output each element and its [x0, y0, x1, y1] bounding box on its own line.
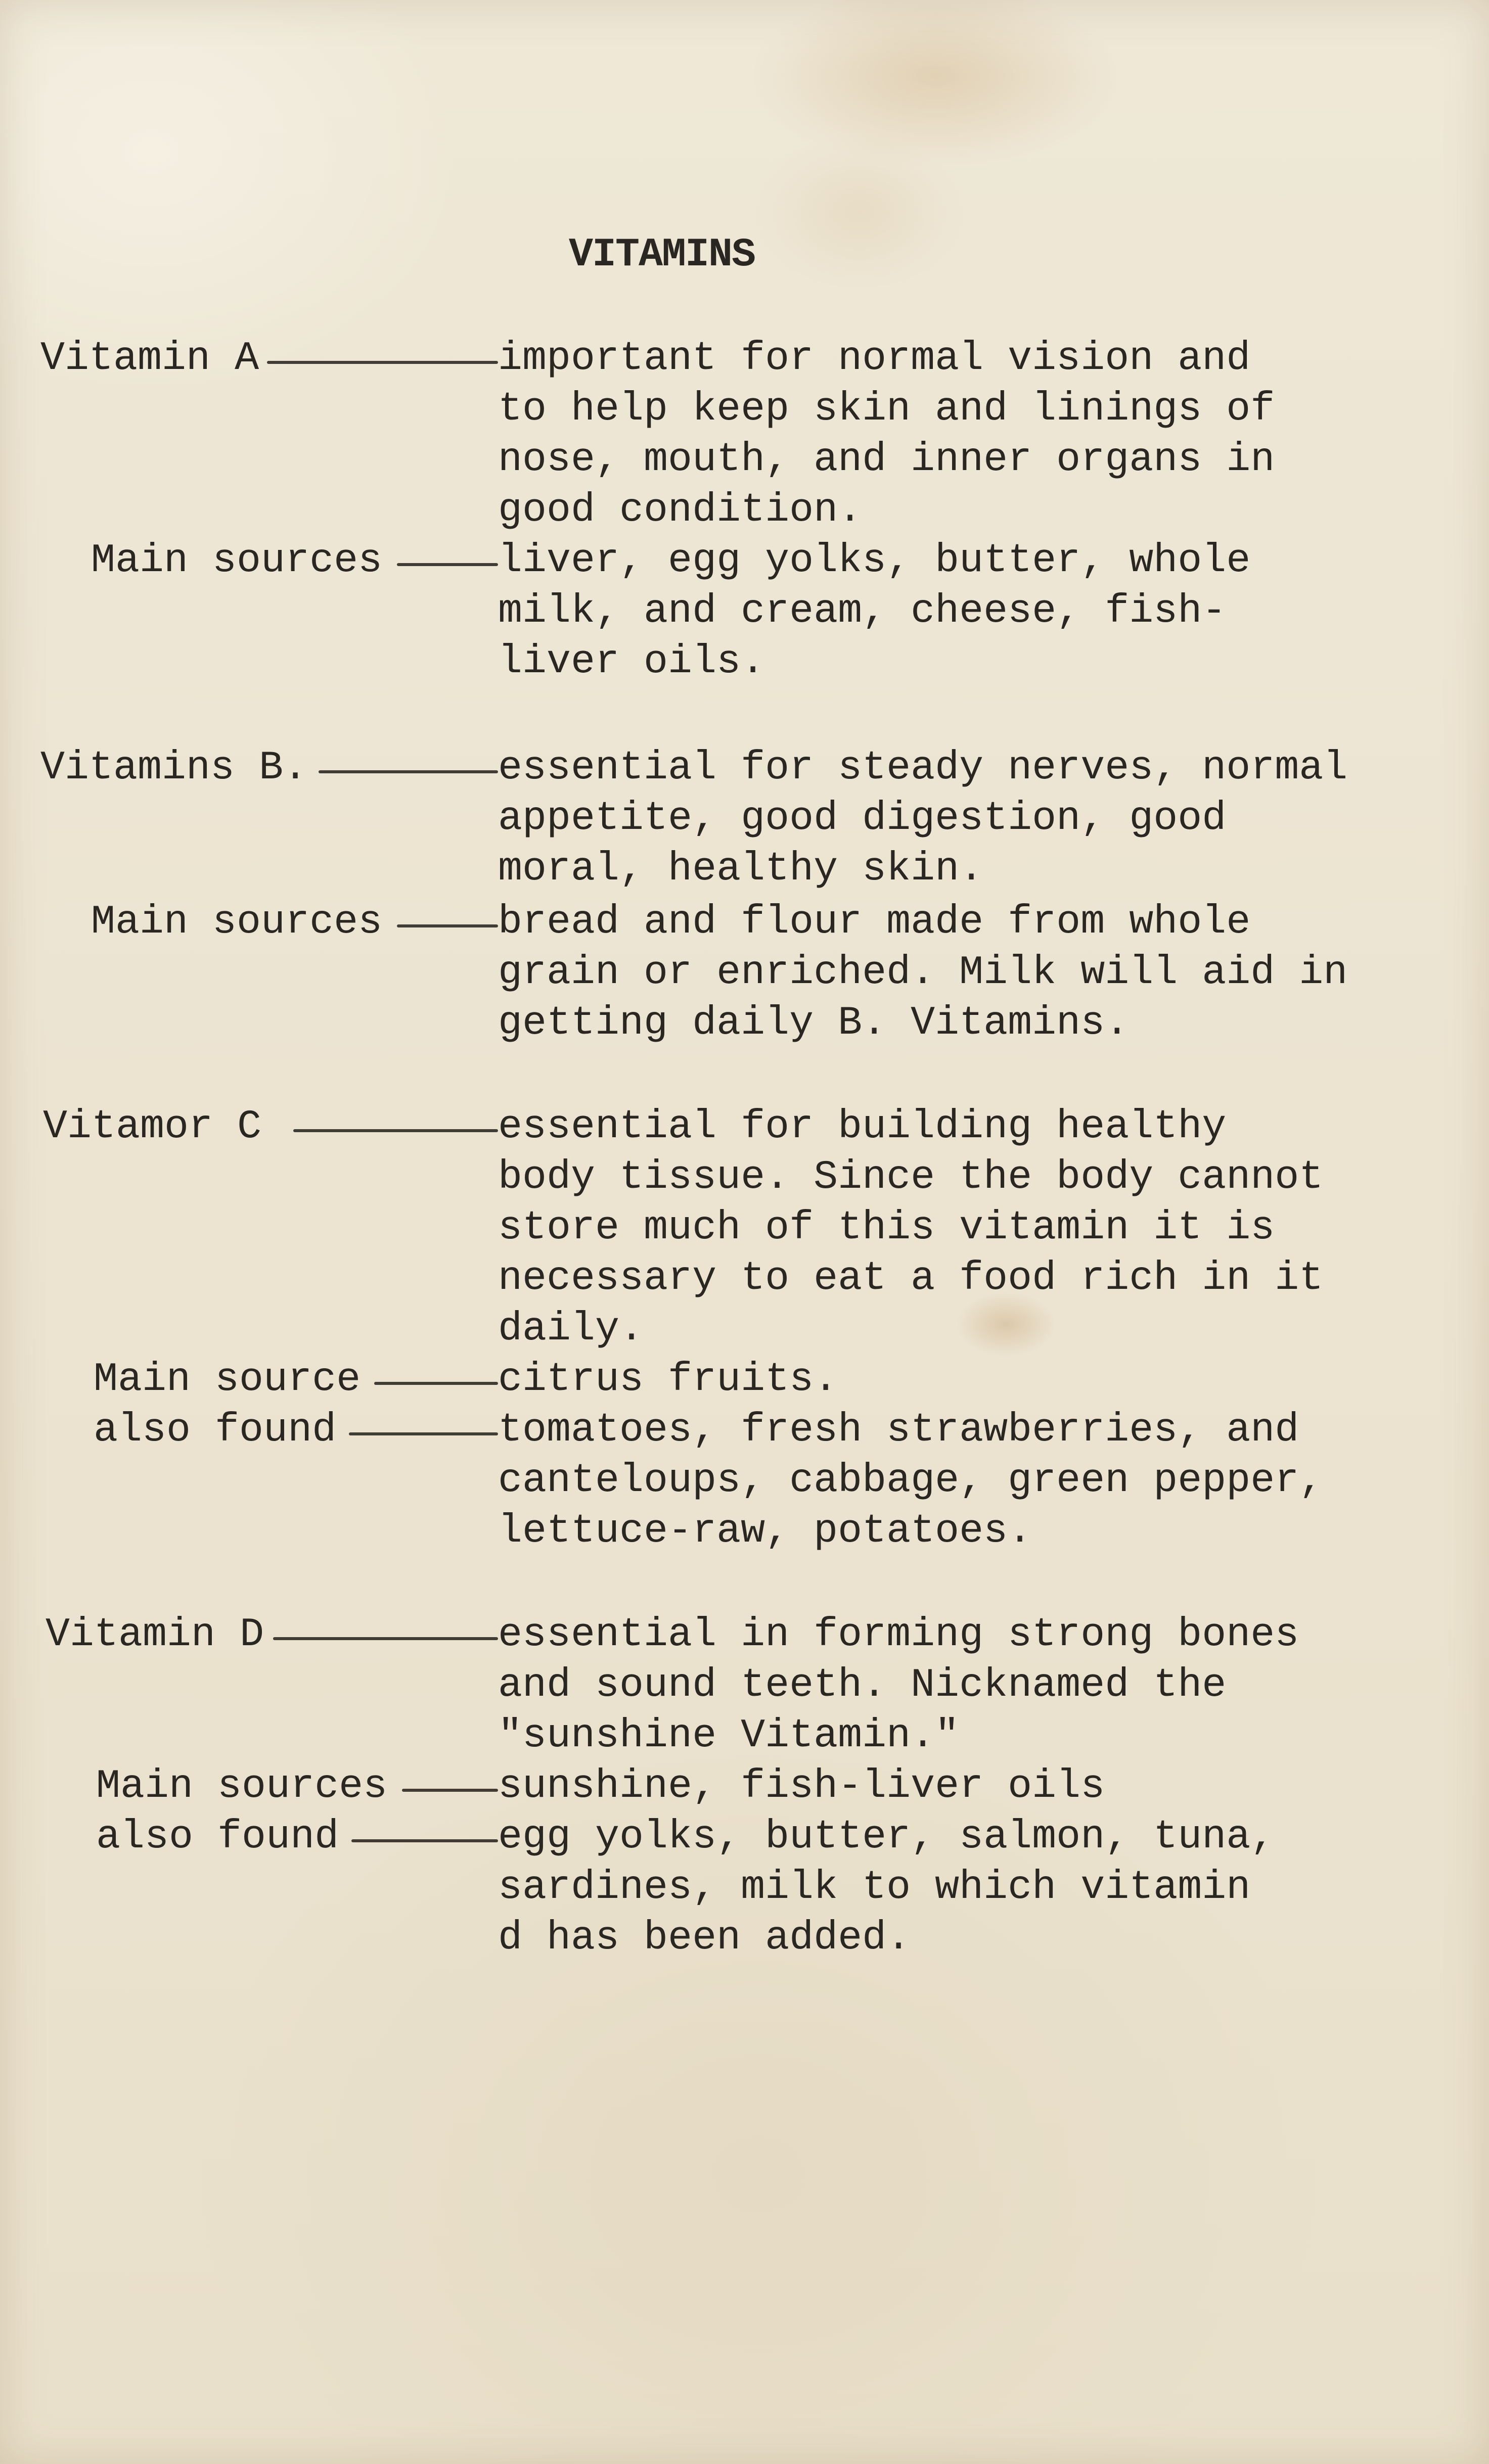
vitamins-b-heading: Vitamins B.	[40, 745, 308, 791]
vitamin-c-dash-leader	[293, 1129, 498, 1132]
vitamin-a-sources-dash-leader	[397, 563, 498, 566]
description-line: essential for steady nerves, normal	[498, 745, 1348, 791]
vitamins-b-dash-leader	[319, 770, 498, 773]
sources-line: milk, and cream, cheese, fish-	[498, 588, 1227, 634]
vitamin-c-also-found	[498, 1405, 1323, 1557]
vitamin-d-also-label: also found	[96, 1814, 339, 1860]
vitamins-b-description	[498, 743, 1347, 895]
description-line: and sound teeth. Nicknamed the	[498, 1662, 1227, 1708]
vitamin-d-sources	[498, 1761, 1105, 1812]
also-found-line: d has been added.	[498, 1915, 911, 1961]
vitamin-a-description	[498, 334, 1275, 536]
description-line: appetite, good digestion, good	[498, 796, 1227, 842]
sources-line: getting daily B. Vitamins.	[498, 1000, 1130, 1046]
sources-line: bread and flour made from whole	[498, 899, 1251, 945]
description-line: important for normal vision and	[498, 336, 1251, 382]
page-title: VITAMINS	[569, 232, 755, 278]
description-line: essential for building healthy	[498, 1104, 1227, 1150]
vitamin-d-sources-dash-leader	[402, 1789, 498, 1792]
vitamin-a-heading: Vitamin A	[40, 336, 259, 382]
vitamin-c-sources-label: Main source	[94, 1357, 361, 1403]
sources-line: grain or enriched. Milk will aid in	[498, 950, 1348, 996]
description-line: good condition.	[498, 487, 863, 533]
vitamin-c-also-label: also found	[94, 1407, 337, 1453]
also-found-line: tomatoes, fresh strawberries, and	[498, 1407, 1299, 1453]
also-found-line: canteloups, cabbage, green pepper,	[498, 1458, 1324, 1504]
vitamin-c-heading: Vitamor C	[43, 1104, 262, 1150]
description-line: essential in forming strong bones	[498, 1612, 1299, 1658]
also-found-line: sardines, milk to which vitamin	[498, 1865, 1251, 1911]
also-found-line: lettuce-raw, potatoes.	[498, 1508, 1032, 1554]
vitamin-a-sources-label: Main sources	[91, 538, 383, 584]
vitamin-c-description	[498, 1102, 1323, 1355]
description-line: necessary to eat a food rich in it	[498, 1256, 1324, 1301]
vitamins-b-sources	[498, 897, 1347, 1049]
vitamin-c-sources-dash-leader	[374, 1382, 498, 1385]
description-line: moral, healthy skin.	[498, 846, 984, 892]
vitamin-c-sources	[498, 1355, 838, 1405]
sources-line: sunshine, fish-liver oils	[498, 1763, 1105, 1809]
sources-line: liver oils.	[498, 639, 765, 685]
description-line: to help keep skin and linings of	[498, 386, 1275, 432]
vitamin-d-also-found	[498, 1812, 1275, 1964]
description-line: body tissue. Since the body cannot	[498, 1154, 1324, 1200]
vitamin-d-description	[498, 1610, 1299, 1761]
vitamin-d-sources-label: Main sources	[96, 1763, 388, 1809]
description-line: nose, mouth, and inner organs in	[498, 437, 1275, 483]
vitamin-a-dash-leader	[267, 361, 498, 364]
description-line: store much of this vitamin it is	[498, 1205, 1275, 1251]
sources-line: citrus fruits.	[498, 1357, 838, 1403]
vitamin-d-heading: Vitamin D	[46, 1612, 264, 1658]
vitamins-b-sources-label: Main sources	[91, 899, 383, 945]
also-found-line: egg yolks, butter, salmon, tuna,	[498, 1814, 1275, 1860]
sources-line: liver, egg yolks, butter, whole	[498, 538, 1251, 584]
vitamin-d-dash-leader	[273, 1637, 498, 1640]
description-line: daily.	[498, 1306, 644, 1352]
description-line: "sunshine Vitamin."	[498, 1713, 960, 1759]
vitamin-a-sources	[498, 536, 1250, 687]
vitamin-c-also-dash-leader	[349, 1432, 498, 1435]
vitamins-b-sources-dash-leader	[397, 924, 498, 927]
vitamin-d-also-dash-leader	[351, 1839, 498, 1842]
